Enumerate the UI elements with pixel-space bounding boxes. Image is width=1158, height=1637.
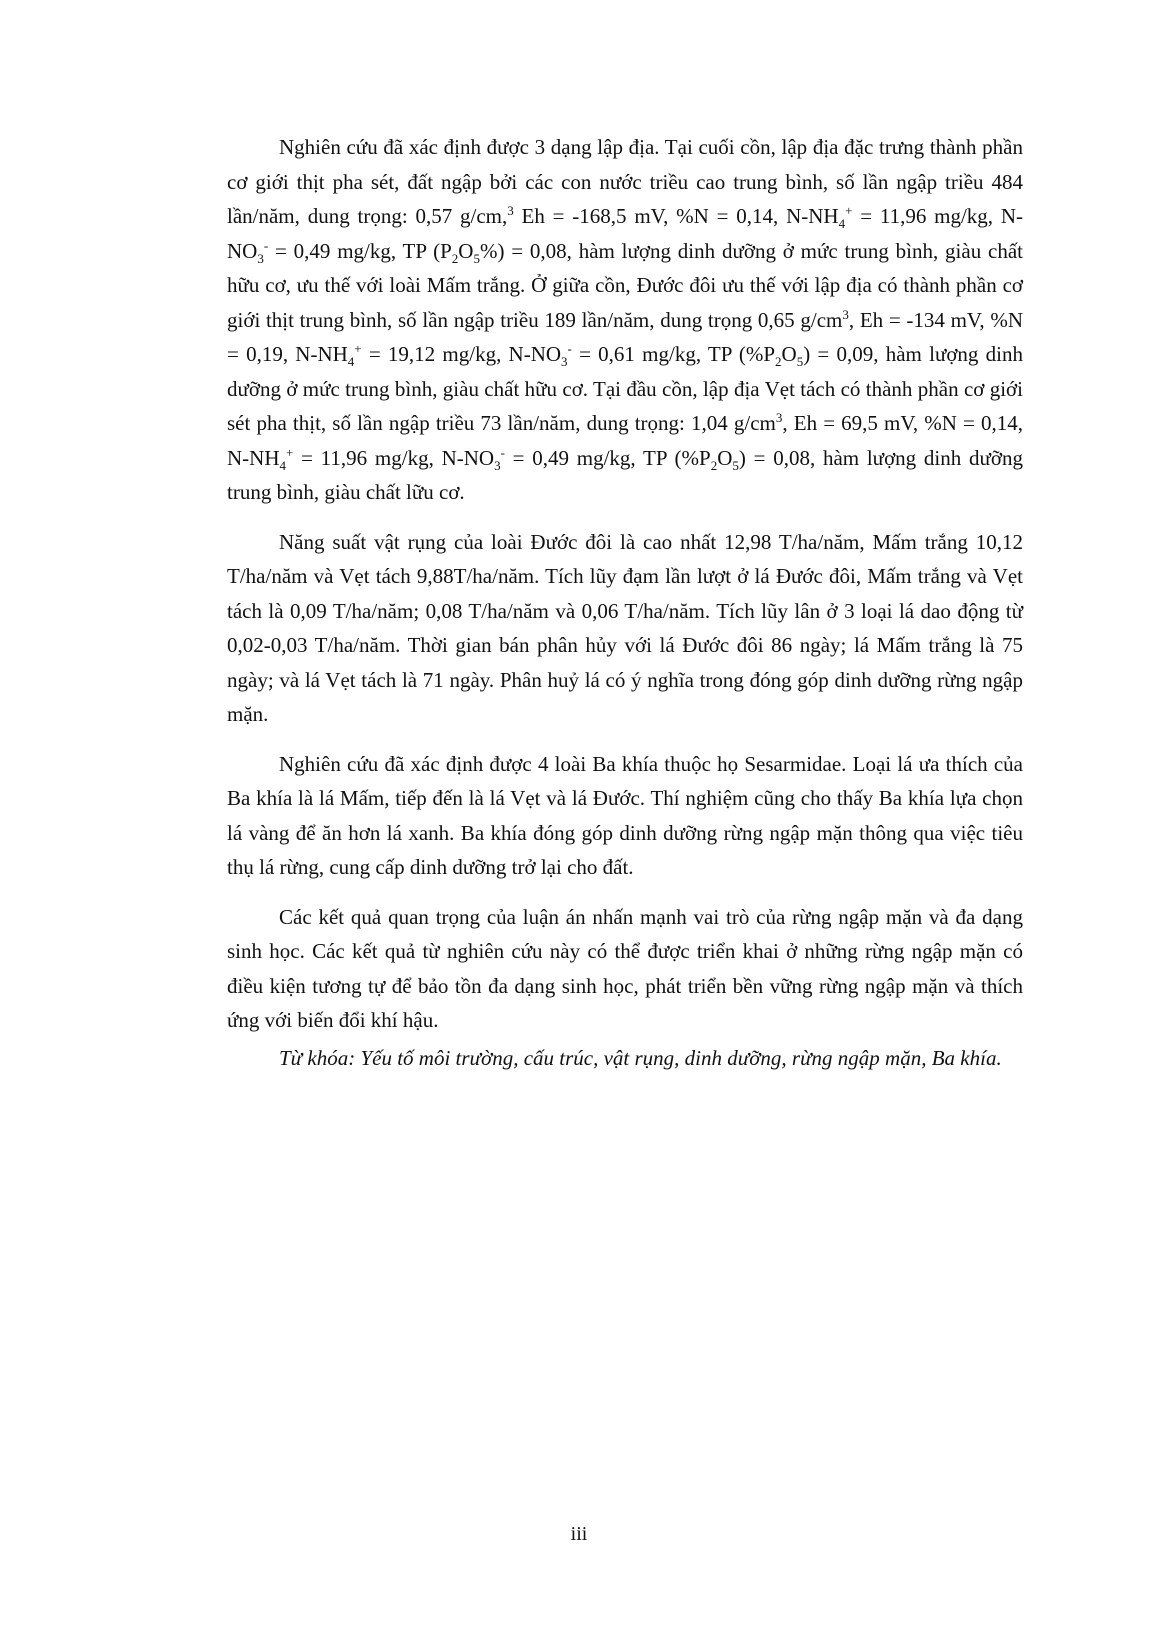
paragraph-litter-productivity: Năng suất vật rụng của loài Đước đôi là cao nhất 12,98 T/ha/năm, Mấm trắng 10,12 T/ha/năm và Vẹt tách 9,88T/ha/năm. Tích lũy đạm lần lượt ở lá Đước đôi, Mấm trắng và Vẹt tách là 0,09 T/ha/năm; 0,08 T/ha/năm và 0,06 T/ha/năm. Tích lũy lân ở 3 loại lá dao động từ 0,02-0,03 T/ha/năm. Thời gian bán phân hủy với lá Đước đôi 86 ngày; lá Mấm trắng là 75 ngày; và lá Vẹt tách là 71 ngày. Phân huỷ lá có ý nghĩa trong đóng góp dinh dưỡng rừng ngập mặn. — [227, 529, 1023, 726]
page-body — [227, 130, 1023, 1090]
paragraph-site-types: Nghiên cứu đã xác định được 3 dạng lập địa. Tại cuối cồn, lập địa đặc trưng thành phần cơ giới thịt pha sét, đất ngập bởi các con nước triều cao trung bình, số lần ngập triều 484 lần/năm, dung trọng: 0,57 g/cm,$^3$ Eh = -168,5 mV, %N = 0,14, $N-NH_4^+ = 11,96$ mg/kg, $N-NO_3^- = 0,49$ mg/kg, TP $(P_2O_5\%) = 0,08$, hàm lượng dinh dưỡng ở mức trung bình, giàu chất hữu cơ, ưu thế với loài Mấm trắng. Ở giữa cồn, Đước đôi ưu thế với lập địa có thành phần cơ giới thịt trung bình, số lần ngập triều 189 lần/năm, dung trọng 0,65 $g/cm^3$, Eh = -134 mV, %N = 0,19, $N-NH_4^+ = 19,12$ mg/kg, $N-NO_3^- = 0,61$ mg/kg, TP $(\%P_2O_5) = 0,09$, hàm lượng dinh dưỡng ở mức trung bình, giàu chất hữu cơ. Tại đầu cồn, lập địa Vẹt tách có thành phần cơ giới sét pha thịt, số lần ngập triều 73 lần/năm, dung trọng: 1,04 $g/cm^3$, Eh = 69,5 mV, %N = 0,14, $N-NH_4^+ = 11,96$ mg/kg, $N-NO_3^- = 0,49$ mg/kg, TP $(\%P_2O_5) = 0,08$, hàm lượng dinh dưỡng trung bình, giàu chất lữu cơ. — [227, 135, 1023, 504]
paragraph-conclusions: Các kết quả quan trọng của luận án nhấn mạnh vai trò của rừng ngập mặn và đa dạng sinh học. Các kết quả từ nghiên cứu này có thể được triển khai ở những rừng ngập mặn có điều kiện tương tự để bảo tồn đa dạng sinh học, phát triển bền vững rừng ngập mặn và thích ứng với biến đổi khí hậu. — [227, 904, 1023, 1032]
keywords-line: Từ khóa: Yếu tố môi trường, cấu trúc, vật rụng, dinh dưỡng, rừng ngập mặn, Ba khía. — [279, 1045, 1002, 1070]
paragraph-crab-species: Nghiên cứu đã xác định được 4 loài Ba khía thuộc họ Sesarmidae. Loại lá ưa thích của Ba khía là lá Mấm, tiếp đến là lá Vẹt và lá Đước. Thí nghiệm cũng cho thấy Ba khía lựa chọn lá vàng để ăn hơn lá xanh. Ba khía đóng góp dinh dưỡng rừng ngập mặn thông qua việc tiêu thụ lá rừng, cung cấp dinh dưỡng trở lại cho đất. — [227, 751, 1023, 879]
page-number: iii — [570, 1523, 588, 1545]
